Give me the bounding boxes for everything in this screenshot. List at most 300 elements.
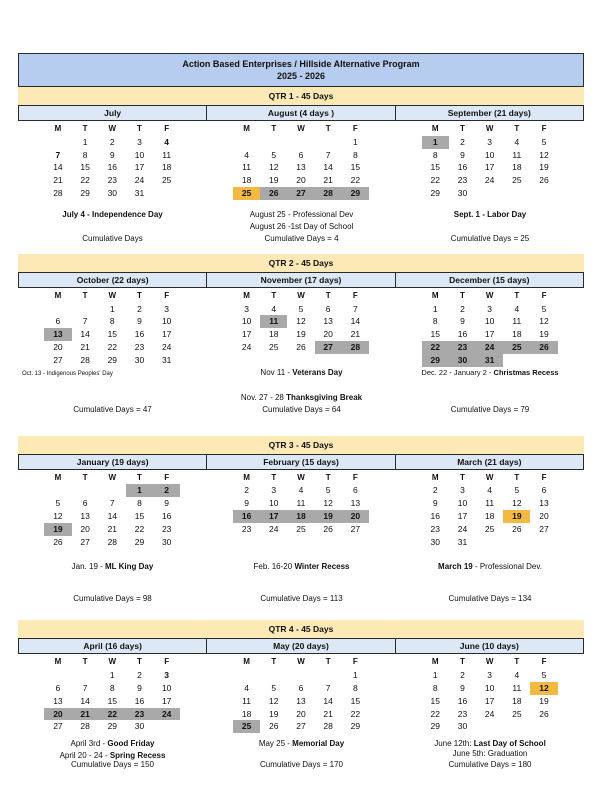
- weekday-header: [422, 656, 558, 669]
- day-cell: 9: [109, 149, 115, 160]
- day-cell: 1: [109, 670, 115, 681]
- day-cell: 24: [457, 523, 468, 534]
- day-cell: 6: [298, 682, 304, 693]
- week-row: [422, 315, 558, 328]
- day-cell: 14: [107, 510, 118, 521]
- empty-day-cell: [476, 536, 503, 549]
- day-cell: 2: [460, 136, 465, 147]
- week-row: [44, 497, 180, 510]
- day-cell: 19: [503, 510, 530, 523]
- week-row: [422, 149, 558, 162]
- month-title-may: May (20 days): [206, 639, 394, 653]
- week-row: [422, 708, 558, 721]
- day-cell: 21: [323, 708, 333, 719]
- weekday-label: M: [243, 290, 250, 300]
- week-row: [422, 136, 558, 149]
- weekday-label: T: [325, 472, 331, 482]
- weekday-label: M: [431, 290, 439, 300]
- week-row: [44, 536, 180, 549]
- day-cell: 14: [323, 695, 333, 706]
- day-cell: 29: [342, 187, 369, 200]
- empty-day-cell: [260, 136, 287, 149]
- week-row: [233, 708, 369, 721]
- day-cell: 17: [161, 695, 172, 706]
- day-cell: 1: [126, 484, 153, 497]
- holiday-note: July 4 - Independence Day: [62, 209, 163, 219]
- day-cell: 9: [137, 316, 142, 327]
- day-cell: 25: [233, 720, 260, 733]
- quarter-3-title: QTR 3 - 45 Days: [18, 436, 584, 454]
- day-cell: 16: [161, 510, 172, 521]
- weekday-header: [44, 290, 180, 303]
- day-cell: 11: [512, 149, 522, 160]
- day-cell: 2: [244, 485, 249, 496]
- empty-day-cell: [72, 484, 99, 497]
- week-row: [44, 341, 180, 354]
- day-cell: 16: [430, 510, 440, 521]
- day-cell: 15: [430, 329, 440, 340]
- day-cell: 9: [244, 498, 249, 509]
- weekday-label: T: [325, 657, 331, 667]
- cumulative-days: Cumulative Days = 79: [450, 404, 530, 414]
- weekday-label: T: [514, 124, 520, 133]
- weekday-header: [422, 290, 558, 303]
- day-cell: 11: [485, 498, 495, 509]
- day-cell: 13: [53, 695, 63, 706]
- weekday-label: W: [108, 290, 117, 300]
- week-row: [422, 536, 558, 549]
- day-cell: 3: [244, 303, 249, 314]
- quarter-1: [18, 87, 584, 254]
- day-cell: 28: [342, 341, 369, 354]
- day-cell: 10: [484, 316, 495, 327]
- day-cell: 26: [53, 536, 63, 547]
- day-cell: 23: [241, 523, 252, 534]
- day-cell: 26: [260, 187, 287, 200]
- day-cell: 16: [457, 329, 468, 340]
- day-cell: 8: [432, 316, 438, 327]
- day-cell: 7: [352, 303, 358, 314]
- day-cell: 27: [287, 187, 314, 200]
- event-note: June 12th: Last Day of School: [434, 739, 546, 749]
- day-cell: 30: [457, 187, 468, 198]
- day-cell: 2: [460, 670, 465, 681]
- week-row: [233, 523, 369, 536]
- day-cell: 25: [233, 187, 260, 200]
- day-cell: 30: [430, 536, 440, 547]
- cumulative-days: Cumulative Days = 47: [73, 404, 152, 414]
- month-grid-december: [422, 290, 558, 367]
- weekday-label: T: [82, 472, 88, 482]
- weekday-label: F: [164, 657, 170, 667]
- day-cell: 20: [539, 510, 549, 521]
- day-cell: 25: [512, 175, 522, 186]
- day-cell: 22: [430, 708, 440, 719]
- empty-day-cell: [315, 136, 342, 149]
- day-cell: 25: [161, 175, 172, 186]
- day-cell: 24: [269, 523, 279, 534]
- weekday-label: W: [297, 657, 305, 667]
- weekday-header: [44, 472, 180, 485]
- day-cell: 21: [350, 329, 361, 340]
- day-cell: 30: [161, 536, 172, 547]
- day-cell: 13: [296, 695, 306, 706]
- day-cell: 12: [53, 510, 63, 521]
- cumulative-days: Cumulative Days = 25: [450, 233, 530, 243]
- week-row: [422, 695, 558, 708]
- calendar-page: [18, 53, 584, 771]
- weekday-label: F: [164, 472, 170, 482]
- empty-day-cell: [233, 669, 260, 682]
- day-cell: 6: [298, 149, 304, 160]
- month-title-february: February (15 days): [206, 455, 394, 469]
- empty-day-cell: [99, 484, 126, 497]
- day-cell: 18: [269, 329, 279, 340]
- day-cell: 20: [323, 329, 333, 340]
- day-cell: 6: [55, 682, 61, 693]
- org-title: Action Based Enterprises / Hillside Alternative Program: [182, 59, 420, 69]
- day-cell: 25: [484, 523, 495, 534]
- month-grid-october: [44, 290, 180, 367]
- holiday-note: Jan. 19 - ML King Day: [71, 562, 154, 572]
- day-cell: 13: [296, 162, 306, 173]
- weekday-label: F: [352, 290, 358, 300]
- day-cell: 7: [82, 316, 88, 327]
- calendar-header: [18, 53, 584, 87]
- day-cell: 9: [460, 316, 465, 327]
- day-cell: 29: [80, 187, 90, 198]
- day-cell: 21: [72, 708, 99, 721]
- month-header-row: [18, 272, 584, 288]
- weekday-label: T: [82, 657, 88, 667]
- day-cell: 19: [44, 523, 71, 536]
- holiday-note: Oct. 13 - Indigenous Peoples' Day: [22, 370, 113, 377]
- day-cell: 9: [137, 682, 142, 693]
- weekday-label: T: [460, 657, 465, 667]
- day-cell: 16: [107, 162, 118, 173]
- empty-day-cell: [233, 136, 260, 149]
- day-cell: 19: [315, 510, 342, 523]
- day-cell: 16: [233, 510, 260, 523]
- month-title-september: September (21 days): [395, 106, 583, 120]
- day-cell: 26: [269, 721, 279, 732]
- holiday-note: May 25 - Memorial Day: [258, 739, 345, 749]
- day-cell: 23: [161, 523, 172, 534]
- day-cell: 17: [161, 329, 172, 340]
- weekday-label: M: [431, 472, 439, 482]
- day-cell: 26: [323, 523, 333, 534]
- empty-day-cell: [44, 303, 71, 316]
- day-cell: 2: [137, 670, 142, 681]
- school-year: 2025 - 2026: [276, 71, 326, 81]
- week-row: [422, 174, 558, 187]
- day-cell: 30: [107, 187, 118, 198]
- week-row: [233, 497, 369, 510]
- day-cell: 28: [80, 354, 90, 365]
- day-cell: 8: [432, 149, 438, 160]
- day-cell: 19: [539, 329, 549, 340]
- day-cell: 30: [457, 721, 468, 732]
- day-cell: 13: [350, 498, 361, 509]
- event-note: August 25 - Professional Dev: [249, 209, 354, 219]
- day-cell: 2: [432, 485, 438, 496]
- week-row: [44, 328, 180, 341]
- day-cell: 29: [430, 187, 440, 198]
- weekday-label: F: [541, 124, 547, 133]
- week-row: [422, 510, 558, 523]
- weekday-label: T: [460, 290, 465, 300]
- week-row: [422, 484, 558, 497]
- day-cell: 24: [241, 341, 252, 352]
- day-cell: 7: [82, 682, 88, 693]
- week-row: [233, 669, 369, 682]
- day-cell: 13: [323, 316, 333, 327]
- day-cell: 31: [476, 354, 503, 367]
- week-row: [44, 161, 180, 174]
- day-cell: 27: [539, 523, 549, 534]
- week-row: [233, 149, 369, 162]
- day-cell: 20: [296, 175, 306, 186]
- day-cell: 25: [503, 341, 530, 354]
- day-cell: 12: [269, 162, 279, 173]
- day-cell: 1: [352, 670, 358, 681]
- empty-day-cell: [530, 536, 557, 549]
- day-cell: 18: [484, 510, 495, 521]
- day-cell: 21: [323, 175, 333, 186]
- day-cell: 24: [153, 708, 180, 721]
- month-grid-february: [233, 472, 369, 536]
- month-grid-august: [233, 123, 369, 200]
- day-cell: 15: [430, 695, 440, 706]
- day-cell: 15: [350, 162, 361, 173]
- day-cell: 26: [539, 708, 549, 719]
- quarter-4-title: QTR 4 - 45 Days: [18, 620, 584, 638]
- week-row: [233, 187, 369, 200]
- day-cell: 19: [296, 329, 306, 340]
- day-cell: 23: [457, 175, 468, 186]
- day-cell: 19: [269, 708, 279, 719]
- week-row: [422, 497, 558, 510]
- day-cell: 4: [298, 485, 304, 496]
- day-cell: 9: [460, 682, 465, 693]
- holiday-note: April 3rd - Good Friday: [70, 739, 155, 749]
- empty-day-cell: [287, 669, 314, 682]
- cumulative-days: Cumulative Days = 134: [448, 594, 532, 604]
- day-cell: 30: [134, 721, 145, 732]
- empty-day-cell: [260, 669, 287, 682]
- weekday-header: [233, 290, 369, 303]
- week-row: [233, 682, 369, 695]
- day-cell: 6: [55, 316, 61, 327]
- day-cell: 11: [242, 695, 251, 706]
- day-cell: 26: [512, 523, 522, 534]
- day-cell: 10: [484, 149, 495, 160]
- day-cell: 12: [269, 695, 279, 706]
- day-cell: 4: [514, 670, 520, 681]
- day-cell: 12: [323, 498, 333, 509]
- holiday-note: Feb. 16-20 Winter Recess: [253, 562, 350, 572]
- day-cell: 17: [484, 162, 495, 173]
- day-cell: 17: [484, 329, 495, 340]
- day-cell: 22: [107, 341, 118, 352]
- week-row: [44, 187, 180, 200]
- day-cell: 6: [325, 303, 331, 314]
- day-cell: 8: [109, 316, 115, 327]
- cumulative-days: Cumulative Days = 98: [73, 594, 152, 604]
- day-cell: 24: [476, 341, 503, 354]
- weekday-label: W: [108, 472, 117, 482]
- month-grid-may: [233, 656, 369, 733]
- day-cell: 7: [325, 149, 331, 160]
- quarter-4-notes: [18, 733, 584, 771]
- week-row: [44, 136, 180, 149]
- weekday-label: M: [54, 472, 62, 482]
- day-cell: 27: [350, 523, 361, 534]
- day-cell: 12: [539, 149, 549, 160]
- weekday-label: T: [271, 472, 277, 482]
- weekday-label: W: [485, 124, 494, 133]
- empty-day-cell: [153, 187, 180, 200]
- empty-day-cell: [530, 354, 557, 367]
- week-row: [233, 695, 369, 708]
- day-cell: 15: [107, 695, 118, 706]
- day-cell: 10: [161, 316, 172, 327]
- weekday-label: M: [243, 472, 250, 482]
- day-cell: 4: [164, 136, 170, 147]
- day-cell: 5: [298, 303, 304, 314]
- week-row: [233, 303, 369, 316]
- day-cell: 19: [539, 162, 549, 173]
- day-cell: 3: [137, 136, 142, 147]
- day-cell: 3: [460, 485, 465, 496]
- day-cell: 14: [350, 316, 361, 327]
- empty-day-cell: [287, 136, 314, 149]
- weekday-label: W: [297, 472, 305, 482]
- day-cell: 18: [241, 708, 252, 719]
- day-cell: 28: [80, 721, 90, 732]
- empty-day-cell: [476, 720, 503, 733]
- day-cell: 22: [350, 708, 361, 719]
- day-cell: 15: [350, 695, 361, 706]
- empty-day-cell: [530, 187, 557, 200]
- day-cell: 29: [350, 721, 361, 732]
- day-cell: 18: [512, 162, 522, 173]
- empty-day-cell: [44, 669, 71, 682]
- day-cell: 16: [134, 695, 145, 706]
- day-cell: 31: [457, 536, 468, 547]
- weekday-label: T: [271, 124, 277, 133]
- day-cell: 3: [487, 670, 492, 681]
- day-cell: 14: [80, 695, 90, 706]
- day-cell: 7: [109, 498, 115, 509]
- day-cell: 23: [457, 708, 468, 719]
- week-row: [44, 510, 180, 523]
- day-cell: 11: [512, 316, 522, 327]
- day-cell: 25: [269, 341, 279, 352]
- week-row: [422, 161, 558, 174]
- day-cell: 5: [541, 136, 547, 147]
- month-grid-june: [422, 656, 558, 733]
- day-cell: 18: [161, 162, 172, 173]
- day-cell: 20: [342, 510, 369, 523]
- empty-day-cell: [72, 303, 99, 316]
- day-cell: 3: [164, 670, 170, 681]
- empty-day-cell: [153, 720, 180, 733]
- day-cell: 21: [80, 341, 90, 352]
- day-cell: 21: [53, 175, 63, 186]
- week-row: [422, 303, 558, 316]
- month-grid-march: [422, 472, 558, 549]
- day-cell: 30: [134, 354, 145, 365]
- holiday-note: Sept. 1 - Labor Day: [453, 209, 527, 219]
- week-row: [233, 510, 369, 523]
- day-cell: 1: [352, 136, 358, 147]
- day-cell: 21: [107, 523, 118, 534]
- week-row: [422, 354, 558, 367]
- weekday-header: [422, 472, 558, 485]
- day-cell: 4: [487, 485, 492, 496]
- week-row: [233, 484, 369, 497]
- weekday-label: W: [108, 124, 117, 133]
- day-cell: 5: [514, 485, 520, 496]
- weekday-label: T: [325, 124, 331, 133]
- day-cell: 26: [539, 175, 549, 186]
- weekday-header: [44, 656, 180, 669]
- quarter-4: [18, 620, 584, 771]
- day-cell: 11: [512, 682, 522, 693]
- quarter-1-notes: [18, 200, 584, 242]
- weekday-label: M: [243, 124, 250, 133]
- day-cell: 12: [512, 498, 522, 509]
- day-cell: 12: [296, 316, 306, 327]
- week-row: [233, 161, 369, 174]
- day-cell: 17: [241, 329, 252, 340]
- empty-day-cell: [503, 354, 530, 367]
- day-cell: 28: [107, 536, 118, 547]
- weekday-label: F: [164, 124, 170, 133]
- day-cell: 14: [53, 162, 63, 173]
- month-title-june: June (10 days): [395, 639, 583, 653]
- cumulative-days: Cumulative Days = 113: [260, 594, 343, 604]
- day-cell: 3: [164, 303, 170, 314]
- cumulative-days: Cumulative Days = 150: [71, 760, 154, 770]
- weekday-label: F: [352, 657, 358, 667]
- day-cell: 18: [512, 695, 522, 706]
- day-cell: 27: [53, 721, 63, 732]
- calendar-row: [18, 654, 584, 733]
- calendar-row: [18, 470, 584, 549]
- month-grid-april: [44, 656, 180, 733]
- day-cell: 15: [430, 162, 440, 173]
- month-header-row: [18, 105, 584, 121]
- day-cell: 16: [457, 162, 468, 173]
- day-cell: 9: [460, 149, 465, 160]
- empty-day-cell: [503, 720, 530, 733]
- day-cell: 5: [271, 149, 277, 160]
- weekday-header: [233, 123, 369, 136]
- quarter-2-notes: [18, 367, 584, 419]
- week-row: [44, 695, 180, 708]
- day-cell: 25: [296, 523, 306, 534]
- quarter-3: [18, 436, 584, 621]
- day-cell: 28: [315, 187, 342, 200]
- day-cell: 9: [164, 498, 170, 509]
- quarter-2: [18, 254, 584, 436]
- day-cell: 23: [126, 708, 153, 721]
- calendar-row: [18, 121, 584, 200]
- week-row: [422, 720, 558, 733]
- day-cell: 16: [457, 695, 468, 706]
